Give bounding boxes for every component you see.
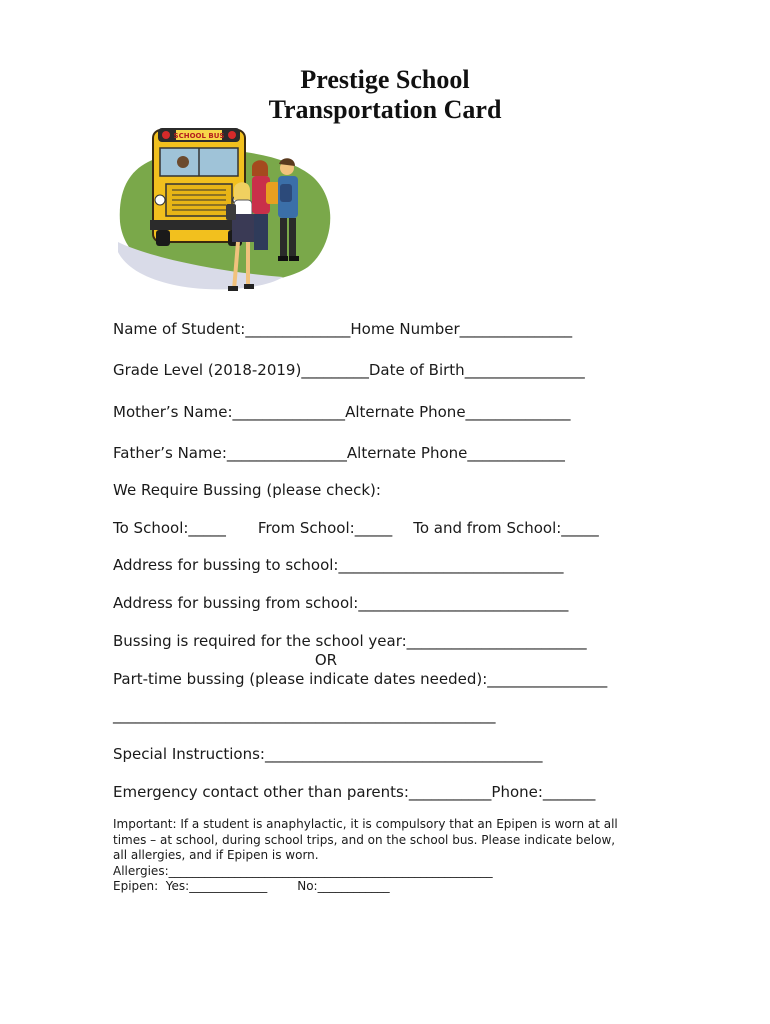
epipen-row: [113, 879, 390, 895]
part-time-field[interactable]: Part-time bussing (please indicate dates needed):________________: [113, 670, 608, 688]
require-bussing-label: We Require Bussing (please check):: [113, 481, 381, 499]
date-of-birth-field[interactable]: Date of Birth________________: [368, 361, 585, 379]
bus-sign-text: SCHOOL BUS: [173, 132, 225, 140]
student-name-row: [113, 320, 572, 338]
part-time-continuation-line[interactable]: ___________________________________________________: [113, 706, 496, 724]
to-and-from-school-check[interactable]: To and from School:_____: [413, 519, 599, 537]
school-bus-illustration: [108, 122, 338, 302]
allergies-field[interactable]: Allergies:______________________________________________________: [113, 863, 493, 878]
grade-dob-row: [113, 361, 585, 379]
emergency-contact-field[interactable]: Emergency contact other than parents:___________: [113, 783, 492, 801]
important-note-line-2: times – at school, during school trips, and on the school bus. Please indicate below,: [113, 832, 616, 847]
from-school-check[interactable]: From School:_____: [257, 519, 393, 537]
or-separator: OR: [314, 651, 338, 669]
father-name-field[interactable]: Father’s Name:________________: [113, 444, 347, 462]
special-instructions-field[interactable]: Special Instructions:_____________________________________: [113, 745, 543, 763]
emergency-phone-field[interactable]: Phone:_______: [491, 783, 596, 801]
address-to-school-field[interactable]: Address for bussing to school:______________________________: [113, 556, 564, 574]
father-row: [113, 444, 565, 462]
mother-name-field[interactable]: Mother’s Name:_______________: [113, 403, 346, 421]
epipen-no-field[interactable]: No:____________: [297, 879, 390, 893]
father-alt-phone-field[interactable]: Alternate Phone_____________: [346, 444, 565, 462]
important-note-line-1: Important: If a student is anaphylactic, it is compulsory that an Epipen is worn at all: [113, 817, 618, 831]
student-name-field[interactable]: Name of Student:______________: [113, 320, 351, 338]
title-line-2: Transportation Card: [268, 95, 502, 124]
to-school-check[interactable]: To School:_____: [113, 519, 226, 537]
epipen-yes-field[interactable]: Epipen: Yes:_____________: [113, 879, 268, 893]
address-from-school-field[interactable]: Address for bussing from school:____________________________: [113, 594, 569, 612]
important-note-line-3: all allergies, and if Epipen is worn.: [113, 848, 319, 862]
home-number-field[interactable]: Home Number_______________: [350, 320, 573, 338]
mother-alt-phone-field[interactable]: Alternate Phone______________: [345, 403, 571, 421]
bussing-options-row: [113, 519, 599, 537]
emergency-row: [113, 783, 595, 801]
grade-level-field[interactable]: Grade Level (2018-2019)_________: [113, 361, 369, 379]
mother-row: [113, 403, 571, 421]
school-year-field[interactable]: Bussing is required for the school year:________________________: [113, 632, 587, 650]
title-line-1: Prestige School: [300, 65, 470, 94]
